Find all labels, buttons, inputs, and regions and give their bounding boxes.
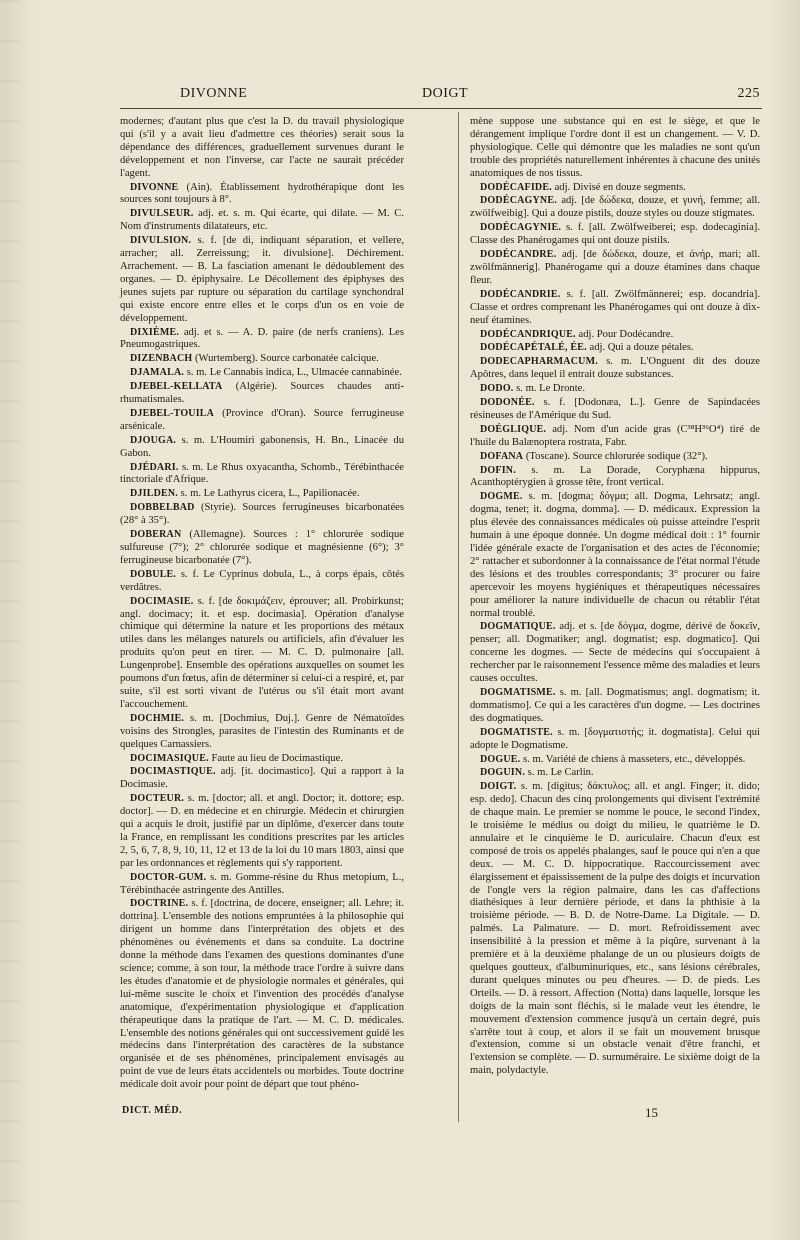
entry-definition: adj. [it. docimastico]. Qui a rapport à la Docimasie.: [120, 766, 405, 791]
entry-definition: s. m. Variété de chiens à masseters, etc., développés.: [523, 753, 746, 765]
column-divider: [458, 112, 459, 1122]
entry-definition: s. m. Le Cannabis indica, L., Ulmacée cannabinée.: [186, 367, 402, 379]
dictionary-entry: [120, 502, 404, 528]
dictionary-entry: [120, 381, 404, 407]
page-number: 225: [737, 86, 760, 101]
entry-definition: s. m. Le Carlin.: [527, 767, 594, 779]
entry-definition: s. m. [dogma; δόγμα; all. Dogma, Lehrsatz; angl. dogma, tenet; it. dogma, domma]. — D. médicaux. Expression la plus élevée des connaissances médicales où puisse atteindre l'esprit humain à une époque donnée. Un dogme médical doit : 1° fournir l'idée générale exacte de l'organisation et des actes de l'économie; 2° rattacher et subordonner à la connaissance de l'état normal l'étude des lésions et des troubles correspondants; 3° procurer ou faire apercevoir les moyens hygiéniques et thérapeutiques nécessaires pour améliorer la nature individuelle de chacun ou rétablir l'état normal troublé.: [470, 491, 760, 619]
dictionary-entry: [120, 462, 404, 488]
entry-definition: (Allemagne). Sources : 1° chlorurée sodique sulfureuse (7°); 2° chlorurée sodique et magnésienne (6°); 3° ferrugineuse bicarbonatée (7°).: [120, 529, 404, 566]
entry-definition: s. f. Le Cyprinus dobula, L., à corps épais, côtés verdâtres.: [120, 568, 404, 593]
dictionary-entry: [120, 529, 404, 568]
dictionary-entry: [120, 713, 404, 752]
header-center-word: DOIGT: [422, 86, 469, 101]
dictionary-entry: [120, 408, 404, 434]
entry-definition: s. f. [all. Zwölfweiberei; esp. dodecaginia]. Classe des Phanérogames qui ont douze pistils.: [470, 222, 760, 247]
entry-headword: DIXIÈME.: [130, 326, 180, 338]
header-rule: [120, 108, 762, 109]
dictionary-entry: [120, 898, 404, 1092]
entry-headword: DJOUGA.: [130, 434, 177, 446]
entry-headword: DOFANA: [480, 450, 524, 462]
dictionary-entry: [470, 289, 760, 328]
entry-headword: DOCTRINE.: [130, 898, 189, 910]
entry-definition: s. m. [all. Dogmatismus; angl. dogmatism; it. dommatismo]. Ce qui a les caractères d'un dogme. — Les doctrines des dogmatiques.: [470, 686, 761, 724]
entry-headword: DOIGT.: [480, 781, 517, 793]
entry-definition: s. m. [δογματιστής; it. dogmatista]. Celui qui adopte le Dogmatisme.: [470, 726, 761, 751]
footer-signature: DICT. MÉD.: [122, 1105, 183, 1116]
dictionary-entry: [470, 754, 760, 767]
entry-headword: DOFIN.: [480, 464, 516, 476]
entry-definition: s. m. Le Dronte.: [516, 383, 586, 395]
dictionary-entry: [120, 569, 404, 595]
dictionary-entry: [120, 488, 404, 501]
entry-definition: mène suppose une substance qui en est le siège, et que le dérangement implique l'ordre dont il est un changement. — V. D. physiologique. Celle qui démontre que les maladies ne sont qu'un trouble des propriétés naturellement inhérentes à chacune des unités anatomiques de nos tissus.: [470, 116, 760, 179]
dictionary-entry: [120, 753, 404, 766]
entry-headword: DODONÉE.: [480, 397, 535, 409]
dictionary-entry: [120, 596, 404, 712]
dictionary-entry: [470, 767, 760, 780]
entry-headword: DIVULSION.: [130, 235, 192, 247]
dictionary-entry: [470, 249, 760, 288]
dictionary-entry: [470, 727, 760, 753]
entry-headword: DODÉCAGYNE.: [480, 195, 557, 207]
dictionary-entry: [120, 367, 404, 380]
running-header: [120, 86, 760, 106]
entry-headword: DOCIMASIQUE.: [130, 752, 209, 764]
entry-headword: DOCIMASTIQUE.: [130, 766, 216, 778]
dictionary-entry: [120, 872, 404, 898]
entry-headword: DODÉCAGYNIE.: [480, 222, 562, 234]
dictionary-entry: [120, 793, 404, 870]
dictionary-entry: [470, 687, 760, 726]
entry-headword: DODECAPHARMACUM.: [480, 356, 598, 368]
right-column: [470, 116, 760, 1079]
entry-headword: DOCIMASIE.: [130, 595, 194, 607]
entry-headword: DJILDEN.: [130, 488, 178, 500]
entry-definition: s. m. [doctor; all. et angl. Doctor; it. dottore; esp. doctor]. — D. en médecine et en chirurgie. Médecin et chirurgien qui a acquis le droit, justifié par un diplôme, d'exercer dans toute la France, en remplissant les conditions prescrites par les articles 2, 5, 6, 7, 8, 9, 10, 11, 12 et 13 de la loi du 10 mars 1803, ainsi que par les ordonnances et règlements qui s'y rapportent.: [120, 793, 404, 869]
entry-headword: DODO.: [480, 383, 514, 395]
entry-headword: DOÉGLIQUE.: [480, 423, 547, 435]
dictionary-entry: [120, 208, 404, 234]
entry-definition: s. f. [doctrina, de docere, enseigner; all. Lehre; it. dottrina]. L'ensemble des notions empruntées à la philosophie qui dirigent un homme dans l'interprétation des objets et des phénomènes ou événements et dans sa conduite. La doctrine donne la méthode dans l'examen des questions dominantes d'une science; comme, à son tour, la méthode trace l'ordre à suivre dans les études d'anatomie et de physiologie normales et générales, qui lui-même suscite le choix et l'invention des procédés d'analyse anatomique, d'expérimentation physiologique et d'application thérapeutique dans la pratique de l'art. — M. C. D. médicales. L'ensemble des notions générales qui ont successivement guidé les médecins dans l'interprétation des caractères de la substance organisée et de ses phénomènes, principalement envisagés au point de vue de leurs états accidentels ou morbides. Toute doctrine médicale doit avoir pour point de départ que tout phéno-: [120, 898, 404, 1091]
dictionary-entry: [470, 424, 760, 450]
entry-definition: (Wurtemberg). Source carbonatée calcique.: [195, 353, 379, 365]
entry-headword: DODÉCANDRIE.: [480, 288, 561, 300]
entry-definition: s. m. Le Lathyrus cicera, L., Papilionacée.: [180, 488, 360, 500]
entry-definition: s. f. [all. Zwölfmännerei; esp. docandria]. Classe et ordres comprenant les Phanérogames qui ont douze à dix-neuf étamines.: [470, 288, 760, 326]
entry-definition: s. m. L'Onguent dit des douze Apôtres, dans lequel il entrait douze substances.: [470, 356, 760, 381]
entry-headword: DIVONNE: [130, 181, 179, 193]
dictionary-entry: [120, 327, 404, 353]
dictionary-entry: [120, 116, 404, 181]
dictionary-entry: [470, 195, 760, 221]
header-left-word: DIVONNE: [180, 86, 248, 101]
entry-headword: DJÉDARI.: [130, 461, 179, 473]
entry-headword: DODÉCAPÉTALÉ, ÉE.: [480, 342, 587, 354]
entry-definition: adj. Nom d'un acide gras (C³⁸H³⁶O⁴) tiré de l'huile du Balænoptera rostrata, Fabr.: [470, 423, 760, 448]
dictionary-entry: [120, 235, 404, 325]
left-column: [120, 116, 404, 1093]
entry-definition: s. m. L'Houmiri gabonensis, H. Bn., Linacée du Gabon.: [120, 434, 404, 459]
entry-headword: DJAMALA.: [130, 367, 185, 379]
entry-definition: adj. Divisé en douze segments.: [554, 181, 686, 193]
entry-headword: DOCTEUR.: [130, 793, 185, 805]
entry-headword: DODÉCAFIDE.: [480, 181, 552, 193]
entry-headword: DODÉCANDRIQUE.: [480, 328, 576, 340]
entry-definition: adj. [de δώδεκα, douze, et γυνή, femme; all. zwölfweibig]. Qui a douze pistils, douze styles ou douze stigmates.: [470, 195, 760, 220]
entry-headword: DJEBEL-KELLATA: [130, 381, 223, 393]
entry-definition: adj. et s. — A. D. paire (de nerfs craniens). Les Pneumogastriques.: [120, 326, 404, 351]
dictionary-entry: [470, 451, 760, 464]
page-edge-shadow: [0, 0, 20, 1240]
dictionary-entry: [120, 182, 404, 208]
entry-definition: adj. et s. [de δόγμα, dogme, dérivé de δοκεῖν, penser; all. Dogmatiker; angl. dogmatist; esp. dogmatico]. Qui concerne les dogmes. — Secte de médecins qui s'occupaient à rechercher par le raisonnement l'essence même des maladies et leurs causes occultes.: [470, 621, 760, 685]
entry-definition: s. m. [digitus; δάκτυλος; all. et angl. Finger; it. dido; esp. dedo]. Chacun des cinq prolongements qui divisent l'extrémité de chaque main. Le premier se nomme le pouce, le second l'index, le troisième le médius ou doigt du milieu, le quatrième le D. annulaire et le cinquième le D. auriculaire. Chacun d'eux est composé de trois os appelés phalanges, sauf le pouce qui n'en a que deux. — M. C. D. hippocratique. Raccourcissement avec élargissement et épaississement de la pulpe des doigts et incurvation de l'ongle vers la région palmaire, dans les cas d'affections diathésiques à leur dernière période, et dans la phthisie à la troisième période. — B. D. de Notre-Dame. La Digitale. — D. palmés. La Palmature. — D. mort. Refroidissement avec insensibilité à la pression et même à la piqûre, survenant à la première et à la deuxième phalange de un ou plusieurs doigts de quelques goutteux, d'albuminuriques, etc., sans lésions cérébrales, durant quelques minutes ou peu d'heures. — D. de pieds. Les Orteils. — D. à ressort. Affection (Notta) dans laquelle, lorsque les doigts de la main sont fléchis, si le malade veut les étendre, le mouvement d'extension commence jusqu'à un certain degré, puis s'arrête tout à coup, et alors il se fait un mouvement brusque d'extension, comme si un obstacle venait d'être franchi, et l'extension se complète. — D. surnuméraire. Le sixième doigt de la main, polydactyle.: [470, 781, 760, 1077]
dictionary-entry: [470, 182, 760, 195]
entry-definition: adj. Qui a douze pétales.: [589, 342, 694, 354]
dictionary-entry: [470, 383, 760, 396]
dictionary-entry: [470, 222, 760, 248]
entry-definition: adj. et. s. m. Qui écarte, qui dilate. — M. C. Nom d'instruments dilatateurs, etc.: [120, 208, 404, 233]
entry-headword: DOGUE.: [480, 753, 521, 765]
entry-headword: DOGME.: [480, 491, 523, 503]
dictionary-entry: [470, 356, 760, 382]
entry-definition: (Ain). Établissement hydrothérapique dont les sources sont toujours à 8°.: [120, 181, 404, 206]
entry-definition: s. f. [de di, indiquant séparation, et vellere, arracher; all. Zerreissung; it. divulsione]. Déchirement. Arrachement. — B. La fasciation amenant le dédoublement des organes. — D. épiphysaire. Le Décollement des épiphyses des jeunes sujets par rupture ou séparation du cartilage synchondral qui existe encore entre elles et le corps d'un os en voie de développement.: [120, 235, 404, 324]
entry-definition: Faute au lieu de Docimastique.: [211, 752, 343, 764]
dictionary-entry: [470, 342, 760, 355]
dictionary-entry: [120, 766, 404, 792]
entry-definition: s. f. [de δοκιμάζειν, éprouver; all. Probirkunst; angl. docimacy; it. et esp. docimasia]. Opération d'analyse chimique qui détermine la nature et les proportions des métaux utiles dans les mélanges naturels ou artificiels, afin d'évaluer les produits qu'on peut en tirer. — M. C. D. pulmonaire [all. Lungenprobe]. Ensemble des opérations auxquelles on soumet les poumons d'un fœtus, afin de déterminer si celui-ci a respiré, et, par suite, s'il est sorti vivant de l'utérus ou s'il était mort avant l'accouchement.: [120, 595, 404, 710]
entry-definition: s. f. [Dodonæa, L.]. Genre de Sapindacées résineuses de l'Amérique du Sud.: [470, 397, 760, 421]
entry-definition: (Toscane). Source chlorurée sodique (32°).: [525, 450, 708, 462]
entry-headword: DOGMATISTE.: [480, 726, 553, 738]
entry-headword: DOGMATIQUE.: [480, 621, 556, 633]
entry-definition: (Algérie). Sources chaudes anti-rhumatismales.: [120, 381, 404, 406]
dictionary-entry: [470, 397, 760, 423]
dictionary-entry: [470, 116, 760, 181]
entry-definition: s. m. Le Rhus oxyacantha, Schomb., Térébinthacée tinctoriale d'Afrique.: [120, 461, 404, 486]
dictionary-entry: [470, 621, 760, 686]
dictionary-entry: [470, 781, 760, 1078]
entry-headword: DJEBEL-TOUILA: [130, 407, 215, 419]
entry-definition: (Styrie). Sources ferrugineuses bicarbonatées (28° à 35°).: [120, 502, 404, 527]
dictionary-entry: [470, 491, 760, 620]
entry-definition: s. m. La Dorade, Coryphæna hippurus, Acanthoptérygien à grosse tête, front vertical.: [470, 464, 760, 489]
entry-definition: adj. Pour Dodécandre.: [578, 328, 674, 340]
entry-headword: DOGUIN.: [480, 767, 526, 779]
dictionary-entry: [120, 353, 404, 366]
dictionary-entry: [470, 329, 760, 342]
entry-definition: modernes; d'autant plus que c'est la D. du travail physiologique qui (s'il y a avait lieu d'admettre ces théories) serait sous la dépendance des différences, graduellement survenues durant le développement et non l'inverse, car l'acte ne saurait précéder l'agent.: [120, 116, 404, 179]
entry-headword: DOBBELBAD: [130, 502, 195, 514]
entry-headword: DOCTOR-GUM.: [130, 871, 207, 883]
entry-definition: s. m. Gomme-résine du Rhus metopium, L., Térébinthacée astringente des Antilles.: [120, 871, 404, 896]
entry-definition: s. m. [Dochmius, Duj.]. Genre de Nématoïdes voisins des Strongles, parasites de l'intestin des Ruminants et de quelques Carnassiers.: [120, 712, 404, 750]
entry-headword: DIVULSEUR.: [130, 208, 194, 220]
entry-headword: DOGMATISME.: [480, 686, 556, 698]
entry-headword: DOBERAN: [130, 529, 182, 541]
dictionary-entry: [120, 435, 404, 461]
sheet-number: 15: [645, 1105, 658, 1120]
dictionary-entry: [470, 465, 760, 491]
entry-headword: DODÉCANDRE.: [480, 249, 557, 261]
entry-headword: DOBULE.: [130, 568, 177, 580]
entry-headword: DIZENBACH: [130, 353, 193, 365]
entry-headword: DOCHMIE.: [130, 712, 185, 724]
entry-definition: (Province d'Oran). Source ferrugineuse arsénicale.: [120, 407, 404, 432]
entry-definition: adj. [de δώδεκα, douze, et ἀνήρ, mari; all. zwölfmännerig]. Phanérogame qui a douze étamines dans chaque fleur.: [470, 249, 760, 286]
